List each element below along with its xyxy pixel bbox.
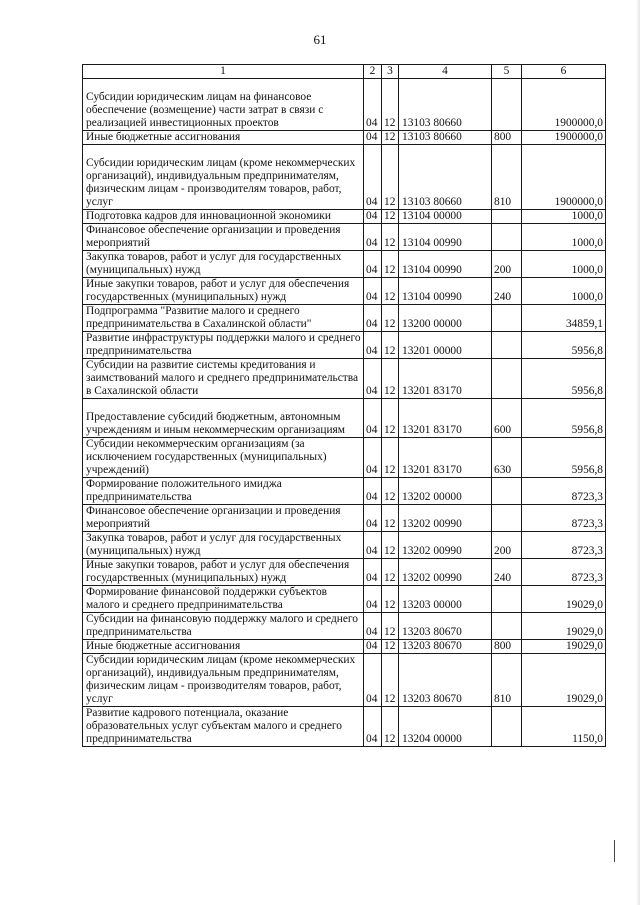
scan-mark [614,840,615,862]
target-article-cell: 13104 00000 [399,210,492,224]
target-article-cell: 13203 00000 [399,586,492,613]
section-code-cell: 04 [364,586,382,613]
section-code-cell: 04 [364,399,382,438]
expense-type-cell [492,505,522,532]
target-article-cell: 13202 00000 [399,478,492,505]
table-row [83,224,606,251]
table-row [83,131,606,145]
table-row [83,586,606,613]
target-article-cell: 13201 83170 [399,359,492,399]
subsection-code-cell: 12 [382,478,399,505]
amount-cell: 5956,8 [522,332,606,359]
table-row [83,438,606,478]
table-row [83,210,606,224]
expense-type-cell: 800 [492,640,522,654]
amount-cell: 19029,0 [522,654,606,707]
section-code-cell: 04 [364,613,382,640]
amount-cell: 5956,8 [522,399,606,438]
section-code-cell: 04 [364,559,382,586]
expense-type-cell [492,707,522,747]
target-article-cell: 13104 00990 [399,224,492,251]
row-name-cell: Развитие кадрового потенциала, оказание образовательных услуг субъектам малого и среднего предпринимательства [83,707,364,747]
table-row [83,145,606,210]
header-cell: 1 [83,65,364,79]
section-code-cell: 04 [364,505,382,532]
row-name-cell: Иные закупки товаров, работ и услуг для обеспечения государственных (муниципальных) нужд [83,278,364,305]
section-code-cell: 04 [364,145,382,210]
section-code-cell: 04 [364,224,382,251]
table-row [83,251,606,278]
amount-cell: 19029,0 [522,586,606,613]
table-row [83,654,606,707]
expense-type-cell [492,586,522,613]
subsection-code-cell: 12 [382,305,399,332]
expense-type-cell [492,79,522,131]
target-article-cell: 13202 00990 [399,559,492,586]
target-article-cell: 13203 80670 [399,640,492,654]
amount-cell: 8723,3 [522,478,606,505]
header-cell: 5 [492,65,522,79]
expense-type-cell [492,305,522,332]
target-article-cell: 13104 00990 [399,278,492,305]
target-article-cell: 13204 00000 [399,707,492,747]
subsection-code-cell: 12 [382,399,399,438]
section-code-cell: 04 [364,332,382,359]
header-cell: 2 [364,65,382,79]
amount-cell: 34859,1 [522,305,606,332]
table-row [83,640,606,654]
budget-table [82,64,606,747]
subsection-code-cell: 12 [382,586,399,613]
target-article-cell: 13200 00000 [399,305,492,332]
target-article-cell: 13203 80670 [399,654,492,707]
section-code-cell: 04 [364,278,382,305]
table-row [83,278,606,305]
header-cell: 6 [522,65,606,79]
subsection-code-cell: 12 [382,559,399,586]
subsection-code-cell: 12 [382,251,399,278]
section-code-cell: 04 [364,532,382,559]
header-cell: 3 [382,65,399,79]
subsection-code-cell: 12 [382,505,399,532]
row-name-cell: Финансовое обеспечение организации и проведения мероприятий [83,505,364,532]
target-article-cell: 13103 80660 [399,79,492,131]
target-article-cell: 13201 83170 [399,399,492,438]
table-row [83,305,606,332]
row-name-cell: Субсидии юридическим лицам (кроме некоммерческих организаций), индивидуальным предпринимателям, физическим лицам - производителям товаров, работ, услуг [83,145,364,210]
section-code-cell: 04 [364,305,382,332]
row-name-cell: Предоставление субсидий бюджетным, автономным учреждениям и иным некоммерческим организациям [83,399,364,438]
subsection-code-cell: 12 [382,359,399,399]
subsection-code-cell: 12 [382,224,399,251]
target-article-cell: 13103 80660 [399,145,492,210]
row-name-cell: Субсидии юридическим лицам на финансовое обеспечение (возмещение) части затрат в связи с реализацией инвестиционных проектов [83,79,364,131]
amount-cell: 1000,0 [522,251,606,278]
row-name-cell: Иные бюджетные ассигнования [83,131,364,145]
table-row [83,359,606,399]
amount-cell: 8723,3 [522,532,606,559]
subsection-code-cell: 12 [382,707,399,747]
expense-type-cell: 240 [492,278,522,305]
row-name-cell: Субсидии на развитие системы кредитования и заимствований малого и среднего предпринимательства в Сахалинской области [83,359,364,399]
amount-cell: 19029,0 [522,613,606,640]
target-article-cell: 13202 00990 [399,505,492,532]
section-code-cell: 04 [364,131,382,145]
amount-cell: 5956,8 [522,359,606,399]
row-name-cell: Субсидии юридическим лицам (кроме некоммерческих организаций), индивидуальным предпринимателям, физическим лицам - производителям товаров, работ, услуг [83,654,364,707]
amount-cell: 8723,3 [522,505,606,532]
row-name-cell: Формирование положительного имиджа предпринимательства [83,478,364,505]
target-article-cell: 13203 80670 [399,613,492,640]
subsection-code-cell: 12 [382,210,399,224]
section-code-cell: 04 [364,438,382,478]
amount-cell: 1150,0 [522,707,606,747]
subsection-code-cell: 12 [382,438,399,478]
subsection-code-cell: 12 [382,131,399,145]
table-row [83,532,606,559]
table-row [83,613,606,640]
section-code-cell: 04 [364,359,382,399]
section-code-cell: 04 [364,478,382,505]
expense-type-cell: 810 [492,654,522,707]
section-code-cell: 04 [364,707,382,747]
amount-cell: 19029,0 [522,640,606,654]
row-name-cell: Развитие инфраструктуры поддержки малого и среднего предпринимательства [83,332,364,359]
header-cell: 4 [399,65,492,79]
target-article-cell: 13202 00990 [399,532,492,559]
amount-cell: 1900000,0 [522,145,606,210]
table-row [83,332,606,359]
row-name-cell: Иные бюджетные ассигнования [83,640,364,654]
subsection-code-cell: 12 [382,145,399,210]
page-number: 61 [313,32,327,47]
row-name-cell: Субсидии на финансовую поддержку малого и среднего предпринимательства [83,613,364,640]
subsection-code-cell: 12 [382,532,399,559]
row-name-cell: Подготовка кадров для инновационной экономики [83,210,364,224]
subsection-code-cell: 12 [382,332,399,359]
target-article-cell: 13201 83170 [399,438,492,478]
expense-type-cell [492,224,522,251]
expense-type-cell [492,359,522,399]
subsection-code-cell: 12 [382,79,399,131]
row-name-cell: Иные закупки товаров, работ и услуг для обеспечения государственных (муниципальных) нужд [83,559,364,586]
target-article-cell: 13104 00990 [399,251,492,278]
subsection-code-cell: 12 [382,613,399,640]
expense-type-cell: 810 [492,145,522,210]
subsection-code-cell: 12 [382,654,399,707]
subsection-code-cell: 12 [382,640,399,654]
amount-cell: 1000,0 [522,210,606,224]
table-row [83,79,606,131]
row-name-cell: Закупка товаров, работ и услуг для государственных (муниципальных) нужд [83,251,364,278]
section-code-cell: 04 [364,640,382,654]
row-name-cell: Закупка товаров, работ и услуг для государственных (муниципальных) нужд [83,532,364,559]
amount-cell: 1000,0 [522,224,606,251]
expense-type-cell: 200 [492,251,522,278]
section-code-cell: 04 [364,654,382,707]
row-name-cell: Формирование финансовой поддержки субъектов малого и среднего предпринимательства [83,586,364,613]
amount-cell: 1900000,0 [522,79,606,131]
expense-type-cell [492,210,522,224]
amount-cell: 5956,8 [522,438,606,478]
table-row [83,478,606,505]
expense-type-cell: 240 [492,559,522,586]
expense-type-cell: 600 [492,399,522,438]
expense-type-cell [492,332,522,359]
table-row [83,399,606,438]
section-code-cell: 04 [364,251,382,278]
expense-type-cell: 630 [492,438,522,478]
section-code-cell: 04 [364,79,382,131]
target-article-cell: 13103 80660 [399,131,492,145]
section-code-cell: 04 [364,210,382,224]
expense-type-cell: 800 [492,131,522,145]
row-name-cell: Подпрограмма "Развитие малого и среднего предпринимательства в Сахалинской области" [83,305,364,332]
scan-edge-shadow [636,0,640,905]
table-header-row [83,65,606,79]
target-article-cell: 13201 00000 [399,332,492,359]
amount-cell: 8723,3 [522,559,606,586]
table-row [83,707,606,747]
expense-type-cell [492,478,522,505]
table-row [83,505,606,532]
amount-cell: 1900000,0 [522,131,606,145]
expense-type-cell [492,613,522,640]
subsection-code-cell: 12 [382,278,399,305]
expense-type-cell: 200 [492,532,522,559]
row-name-cell: Субсидии некоммерческим организациям (за исключением государственных (муниципальных) учреждений) [83,438,364,478]
table-row [83,559,606,586]
row-name-cell: Финансовое обеспечение организации и проведения мероприятий [83,224,364,251]
amount-cell: 1000,0 [522,278,606,305]
